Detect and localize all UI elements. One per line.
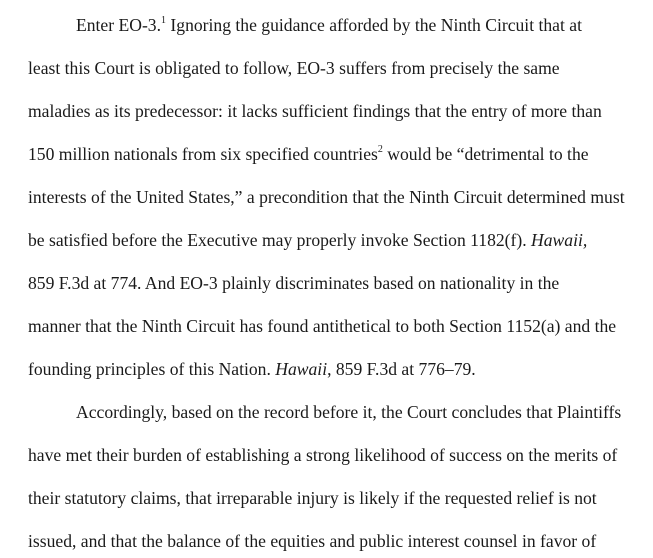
paragraph-1-line-7: [28, 272, 559, 294]
text-segment: founding principles of this Nation.: [28, 359, 276, 379]
paragraph-2-line-4: [28, 530, 596, 552]
text-segment: , 859 F.3d at 776–79.: [327, 359, 476, 379]
text-segment: Accordingly, based on the record before it, the Court concludes that Plaintiffs: [76, 402, 622, 422]
paragraph-2-line-2: [28, 444, 617, 466]
paragraph-1-line-8: [28, 315, 616, 337]
footnote-ref-1[interactable]: 1: [161, 15, 167, 27]
paragraph-1-line-4: [28, 143, 589, 165]
text-segment: issued, and that the balance of the equities and public interest counsel in favor of: [28, 531, 597, 551]
case-citation: Hawaii: [275, 359, 328, 379]
text-segment: be satisfied before the Executive may properly invoke Section 1182(f).: [28, 230, 532, 250]
paragraph-1-line-2: [28, 57, 560, 79]
text-segment: Enter EO-3.: [76, 15, 162, 35]
text-segment: least this Court is obligated to follow, EO-3 suffers from precisely the same: [28, 58, 560, 78]
paragraph-1-line-6: [28, 229, 587, 251]
paragraph-1-line-5: [28, 186, 625, 208]
text-segment: manner that the Ninth Circuit has found antithetical to both Section 1152(a) and the: [28, 316, 617, 336]
footnote-ref-2[interactable]: 2: [377, 144, 383, 156]
text-segment: 150 million nationals from six specified countries: [28, 144, 378, 164]
paragraph-1-line-3: [28, 100, 602, 122]
text-segment: have met their burden of establishing a strong likelihood of success on the merits of: [28, 445, 618, 465]
text-segment: interests of the United States,” a precondition that the Ninth Circuit determined must: [28, 187, 625, 207]
text-segment: Ignoring the guidance afforded by the Ninth Circuit that at: [166, 15, 582, 35]
case-citation: Hawaii,: [531, 230, 588, 250]
paragraph-2-line-3: [28, 487, 597, 509]
text-segment: 859 F.3d at 774. And EO-3 plainly discriminates based on nationality in the: [28, 273, 560, 293]
paragraph-1-line-9: [28, 358, 476, 380]
text-segment: maladies as its predecessor: it lacks sufficient findings that the entry of more than: [28, 101, 602, 121]
paragraph-2-line-1: [76, 401, 621, 423]
text-segment: would be “detrimental to the: [382, 144, 589, 164]
text-segment: their statutory claims, that irreparable injury is likely if the requested relief is not: [28, 488, 597, 508]
paragraph-1-line-1: [76, 14, 582, 36]
